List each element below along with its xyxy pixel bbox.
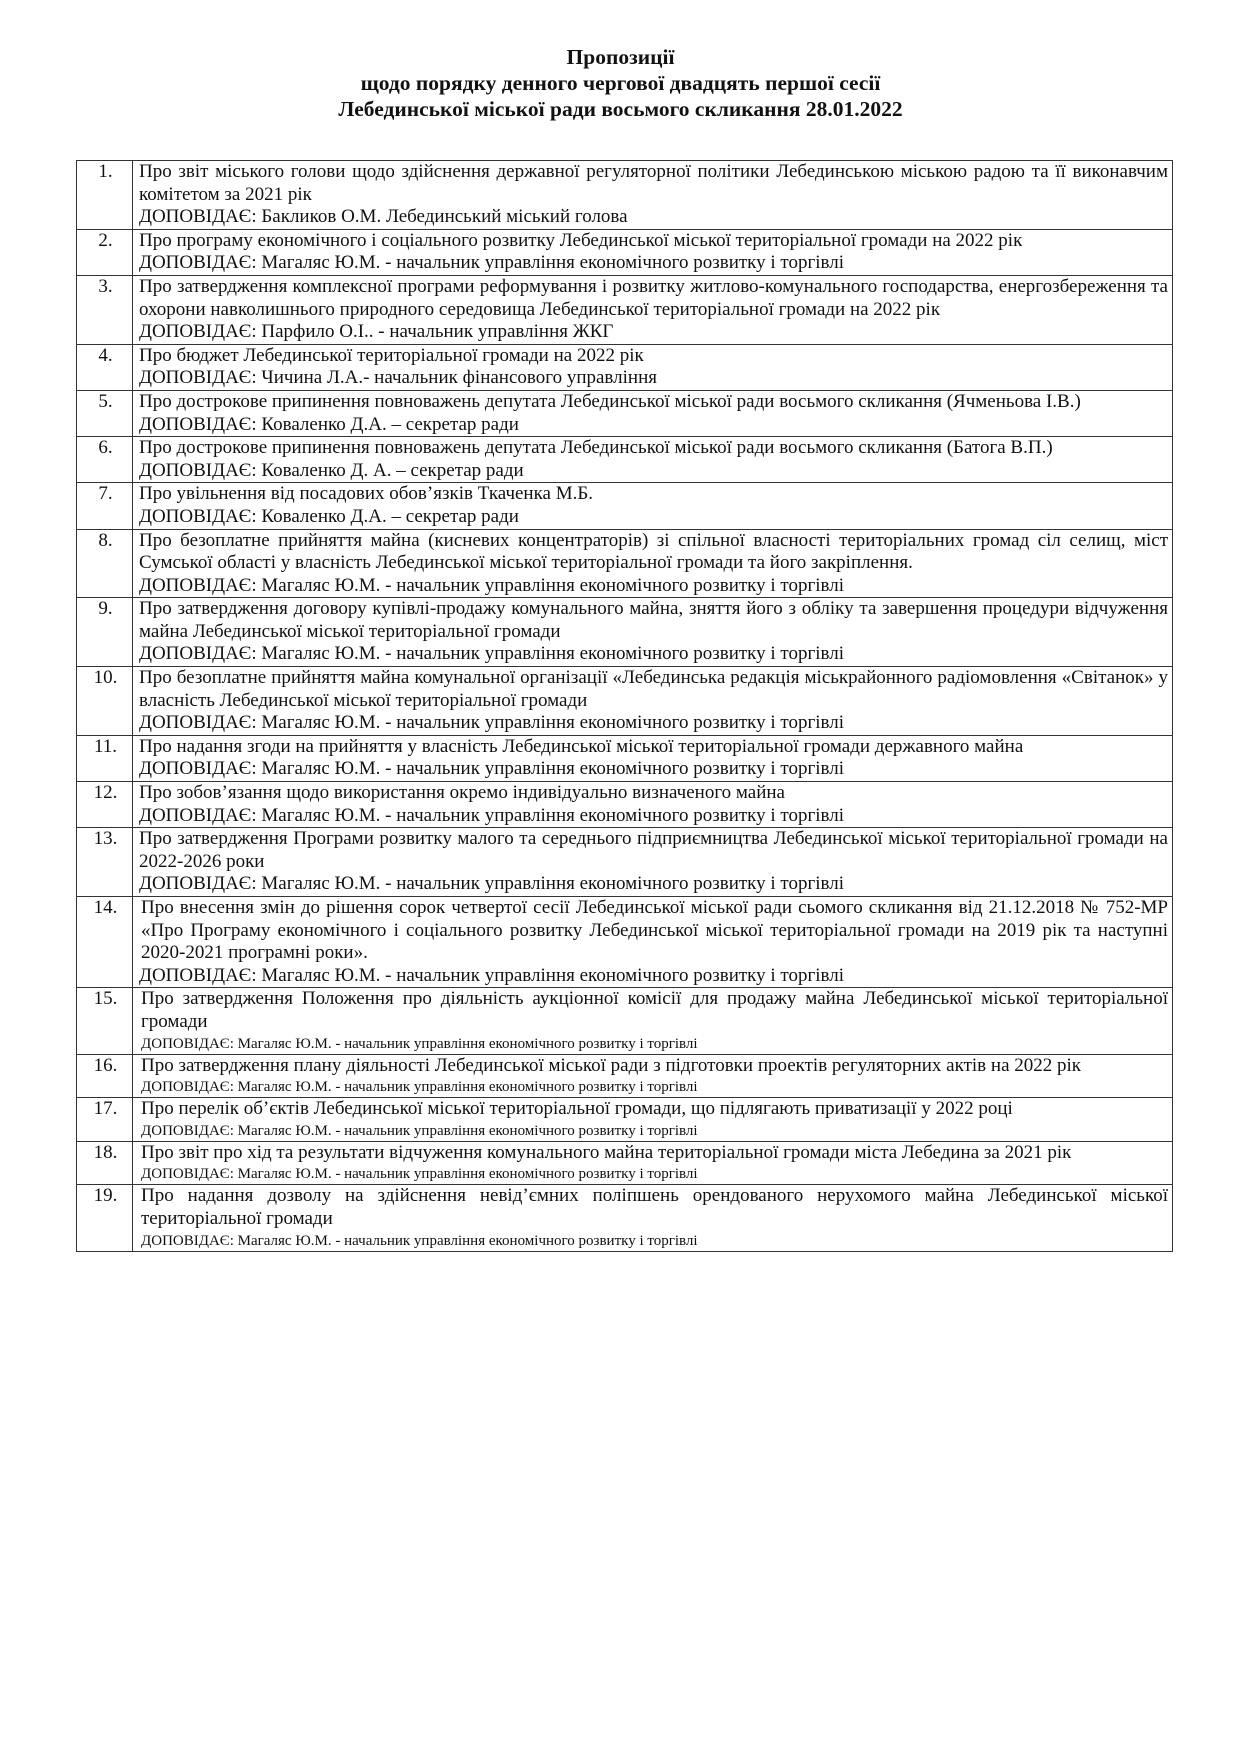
item-content <box>133 437 1173 483</box>
agenda-row <box>77 1185 1173 1251</box>
item-content <box>133 390 1173 436</box>
item-reporter: ДОПОВІДАЄ: Магаляс Ю.М. - начальник управління економічного розвитку і торгівлі <box>139 758 845 780</box>
item-number: 19. <box>77 1185 133 1251</box>
item-content <box>133 344 1173 390</box>
item-reporter: ДОПОВІДАЄ: Магаляс Ю.М. - начальник управління економічного розвитку і торгівлі <box>141 1079 698 1096</box>
agenda-row <box>77 529 1173 598</box>
item-content <box>133 735 1173 781</box>
item-topic: Про звіт про хід та результати відчуження комунального майна територіальної громади міста Лебедина за 2021 рік <box>141 1141 1072 1163</box>
item-content <box>133 229 1173 275</box>
item-number: 17. <box>77 1098 133 1142</box>
item-topic: Про зобов’язання щодо використання окремо індивідуально визначеного майна <box>139 782 785 804</box>
item-number: 9. <box>77 598 133 667</box>
item-topic: Про бюджет Лебединської територіальної громади на 2022 рік <box>139 344 644 366</box>
agenda-row <box>77 229 1173 275</box>
item-reporter: ДОПОВІДАЄ: Магаляс Ю.М. - начальник управління економічного розвитку і торгівлі <box>139 643 845 665</box>
agenda-row <box>77 1098 1173 1142</box>
item-topic: Про затвердження Програми розвитку малого та середнього підприємництва Лебединської міської територіальної громади на 2022-2026 роки <box>139 828 1168 872</box>
item-topic: Про надання згоди на прийняття у власність Лебединської міської територіальної громади державного майна <box>139 735 1024 757</box>
item-reporter: ДОПОВІДАЄ: Магаляс Ю.М. - начальник управління економічного розвитку і торгівлі <box>139 712 845 734</box>
item-number: 11. <box>77 735 133 781</box>
item-topic: Про затвердження Положення про діяльність аукціонної комісії для продажу майна Лебединської міської територіальної громади <box>141 988 1168 1032</box>
agenda-row <box>77 1141 1173 1185</box>
item-topic: Про дострокове припинення повноважень депутата Лебединської міської ради восьмого скликання (Ячменьова І.В.) <box>139 390 1081 412</box>
item-reporter: ДОПОВІДАЄ: Коваленко Д. А. – секретар ради <box>139 459 524 481</box>
item-content <box>133 1141 1173 1185</box>
item-topic: Про безоплатне прийняття майна комунальної організації «Лебединська редакція міськрайонного радіомовлення «Світанок» у власність Лебединської міської територіальної громади <box>139 667 1168 711</box>
item-number: 18. <box>77 1141 133 1185</box>
item-topic: Про надання дозволу на здійснення невід’ємних поліпшень орендованого нерухомого майна Лебединської міської територіальної громади <box>141 1185 1168 1229</box>
document-title: Пропозиції <box>566 45 675 69</box>
item-content <box>133 529 1173 598</box>
item-number: 5. <box>77 390 133 436</box>
item-content <box>133 667 1173 736</box>
item-content <box>133 1054 1173 1098</box>
item-reporter: ДОПОВІДАЄ: Магаляс Ю.М. - начальник управління економічного розвитку і торгівлі <box>139 964 845 986</box>
agenda-row <box>77 275 1173 344</box>
item-number: 7. <box>77 483 133 529</box>
item-topic: Про перелік об’єктів Лебединської міської територіальної громади, що підлягають приватизації у 2022 році <box>141 1098 1013 1120</box>
agenda-table <box>76 160 1173 1252</box>
item-topic: Про внесення змін до рішення сорок четвертої сесії Лебединської міської ради сьомого скликання від 21.12.2018 № 752-МР «Про Програму економічного і соціального розвитку Лебединської міської територіальної громади на 2019 рік та наступні 2020-2021 програмні роки». <box>141 897 1168 964</box>
item-topic: Про безоплатне прийняття майна (кисневих концентраторів) зі спільної власності територіальних громад сіл селищ, міст Сумської області у власність Лебединської міської територіальної громади та його закріплення. <box>139 529 1168 574</box>
item-content <box>133 161 1173 230</box>
item-reporter: ДОПОВІДАЄ: Бакликов О.М. Лебединський міський голова <box>139 206 628 228</box>
agenda-row <box>77 598 1173 667</box>
item-number: 3. <box>77 275 133 344</box>
agenda-row <box>77 1054 1173 1098</box>
agenda-row <box>77 161 1173 230</box>
item-reporter: ДОПОВІДАЄ: Коваленко Д.А. – секретар ради <box>139 413 519 435</box>
item-reporter: ДОПОВІДАЄ: Магаляс Ю.М. - начальник управління економічного розвитку і торгівлі <box>141 1166 698 1183</box>
item-topic: Про затвердження комплексної програми реформування і розвитку житлово-комунального господарства, енергозбереження та охорони навколишнього природного середовища Лебединської територіальної громади на 2022 рік <box>139 275 1168 320</box>
item-content <box>133 782 1173 828</box>
item-number: 10. <box>77 667 133 736</box>
agenda-row <box>77 782 1173 828</box>
item-topic: Про дострокове припинення повноважень депутата Лебединської міської ради восьмого скликання (Батога В.П.) <box>139 437 1053 459</box>
item-topic: Про затвердження договору купівлі-продажу комунального майна, зняття його з обліку та завершення процедури відчуження майна Лебединської міської територіальної громади <box>139 598 1168 642</box>
item-content <box>133 275 1173 344</box>
agenda-row <box>77 483 1173 529</box>
item-reporter: ДОПОВІДАЄ: Чичина Л.А.- начальник фінансового управління <box>139 367 657 389</box>
agenda-row <box>77 735 1173 781</box>
document-subtitle: щодо порядку денного чергової двадцять першої сесії <box>360 71 881 95</box>
agenda-row <box>77 437 1173 483</box>
item-topic: Про звіт міського голови щодо здійснення державної регуляторної політики Лебединською міською радою та її виконавчим комітетом за 2021 рік <box>139 161 1168 205</box>
agenda-row <box>77 897 1173 988</box>
agenda-row <box>77 828 1173 897</box>
item-topic: Про затвердження плану діяльності Лебединської міської ради з підготовки проектів регуляторних актів на 2022 рік <box>141 1054 1082 1076</box>
item-reporter: ДОПОВІДАЄ: Магаляс Ю.М. - начальник управління економічного розвитку і торгівлі <box>139 804 845 826</box>
agenda-row <box>77 390 1173 436</box>
item-number: 1. <box>77 161 133 230</box>
item-content <box>133 897 1173 988</box>
item-reporter: ДОПОВІДАЄ: Магаляс Ю.М. - начальник управління економічного розвитку і торгівлі <box>139 873 845 895</box>
item-number: 15. <box>77 988 133 1054</box>
item-reporter: ДОПОВІДАЄ: Магаляс Ю.М. - начальник управління економічного розвитку і торгівлі <box>141 1035 698 1052</box>
item-reporter: ДОПОВІДАЄ: Коваленко Д.А. – секретар ради <box>139 505 519 527</box>
item-number: 14. <box>77 897 133 988</box>
item-content <box>133 483 1173 529</box>
item-topic: Про програму економічного і соціального розвитку Лебединської міської територіальної громади на 2022 рік <box>139 229 1023 251</box>
item-reporter: ДОПОВІДАЄ: Парфило О.І.. - начальник управління ЖКГ <box>139 321 614 343</box>
item-number: 2. <box>77 229 133 275</box>
document-subtitle-session: Лебединської міської ради восьмого скликання 28.01.2022 <box>338 97 903 121</box>
item-number: 6. <box>77 437 133 483</box>
item-content <box>133 988 1173 1054</box>
item-reporter: ДОПОВІДАЄ: Магаляс Ю.М. - начальник управління економічного розвитку і торгівлі <box>139 252 845 274</box>
document-header <box>0 44 1241 122</box>
item-content <box>133 598 1173 667</box>
item-reporter: ДОПОВІДАЄ: Магаляс Ю.М. - начальник управління економічного розвитку і торгівлі <box>141 1122 698 1139</box>
item-content <box>133 1098 1173 1142</box>
item-number: 8. <box>77 529 133 598</box>
agenda-row <box>77 988 1173 1054</box>
item-number: 12. <box>77 782 133 828</box>
item-content <box>133 828 1173 897</box>
agenda-row <box>77 344 1173 390</box>
item-topic: Про увільнення від посадових обов’язків Ткаченка М.Б. <box>139 483 594 505</box>
item-reporter: ДОПОВІДАЄ: Магаляс Ю.М. - начальник управління економічного розвитку і торгівлі <box>141 1232 698 1249</box>
item-number: 13. <box>77 828 133 897</box>
item-reporter: ДОПОВІДАЄ: Магаляс Ю.М. - начальник управління економічного розвитку і торгівлі <box>139 574 845 596</box>
item-content <box>133 1185 1173 1251</box>
agenda-row <box>77 667 1173 736</box>
item-number: 16. <box>77 1054 133 1098</box>
item-number: 4. <box>77 344 133 390</box>
